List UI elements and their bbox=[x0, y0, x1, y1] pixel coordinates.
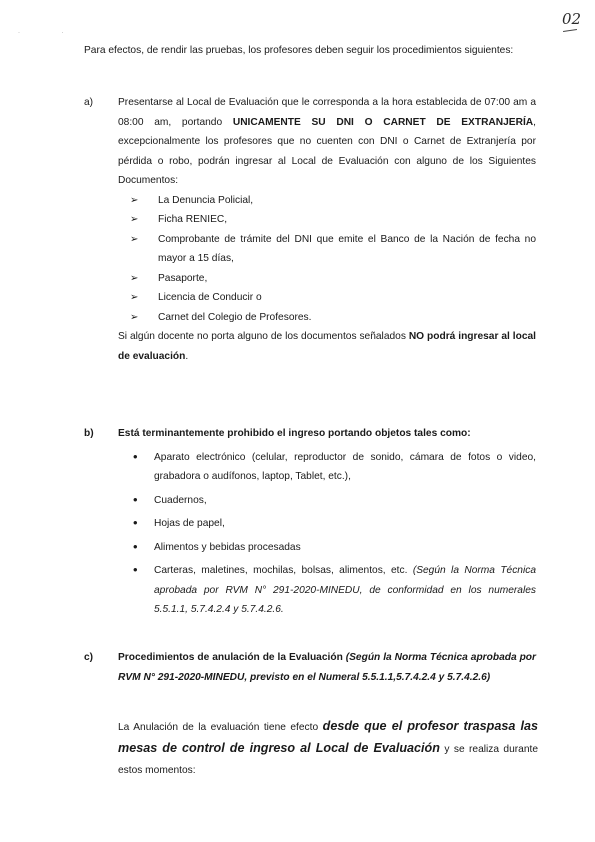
list-item-text: La Denuncia Policial, bbox=[158, 194, 254, 206]
section-a bbox=[84, 93, 536, 366]
list-item bbox=[118, 514, 536, 534]
list-item-text: Cuadernos, bbox=[154, 494, 207, 506]
list-item bbox=[118, 269, 536, 289]
anulacion-text-post: y se realiza durante estos momentos: bbox=[118, 744, 538, 776]
list-item bbox=[118, 308, 536, 328]
anulacion-text-emph: desde que el profesor traspasa las mesas de control de ingreso al Local de Evaluación bbox=[118, 719, 539, 755]
list-item bbox=[118, 561, 536, 620]
list-item-text: Hojas de papel, bbox=[154, 518, 225, 529]
section-c-heading bbox=[118, 648, 536, 687]
scan-specks: · · bbox=[18, 30, 84, 36]
arrow-bullet-icon: ➢ bbox=[130, 272, 139, 284]
arrow-bullet-icon: ➢ bbox=[130, 233, 139, 245]
anulacion-text-pre: La Anulación de la evaluación tiene efecto bbox=[118, 722, 323, 733]
documents-list bbox=[118, 191, 536, 328]
list-item-text: Ficha RENIEC, bbox=[158, 214, 228, 225]
note-text-pre: Si algún docente no porta alguno de los documentos señalados bbox=[118, 331, 409, 342]
list-item bbox=[118, 491, 536, 511]
dot-bullet-icon: • bbox=[133, 538, 138, 554]
section-c-title-italic: (Según la Norma Técnica aprobada por RVM N° 291-2020-MINEDU, previsto en el Numeral 5.5.1.1,5.7.4.2.4 y 5.7.4.2.6) bbox=[118, 652, 536, 683]
list-item-text: Aparato electrónico (celular, reproductor de sonido, cámara de fotos o video, grabadora o audífonos, laptop, Tablet, etc.), bbox=[154, 451, 536, 482]
list-item bbox=[118, 210, 536, 230]
list-item-text: Comprobante de trámite del DNI que emite el Banco de la Nación de fecha no mayor a 15 días, bbox=[158, 233, 536, 264]
dot-bullet-icon: • bbox=[133, 491, 138, 507]
list-item bbox=[118, 230, 536, 269]
page-number: 02 bbox=[562, 10, 582, 28]
page-number-underline bbox=[563, 29, 577, 32]
list-item-text: Licencia de Conducir o bbox=[158, 292, 262, 303]
dot-bullet-icon: • bbox=[133, 448, 138, 464]
section-b bbox=[84, 424, 536, 624]
intro-paragraph: Para efectos, de rendir las pruebas, los profesores deben seguir los procedimientos siguientes: bbox=[84, 45, 514, 56]
list-item bbox=[118, 288, 536, 308]
section-a-marker: a) bbox=[84, 97, 94, 108]
list-item bbox=[118, 448, 536, 487]
section-b-body bbox=[118, 424, 536, 620]
note-text-bold: NO podrá ingresar al local de evaluación bbox=[118, 331, 536, 362]
section-a-note bbox=[118, 327, 536, 366]
section-a-text-bold: UNICAMENTE SU DNI O CARNET DE EXTRANJERÍA bbox=[232, 116, 534, 128]
prohibited-list bbox=[118, 448, 536, 620]
arrow-bullet-icon: ➢ bbox=[130, 292, 139, 303]
section-b-marker: b) bbox=[84, 428, 94, 439]
section-a-body bbox=[118, 93, 536, 366]
list-item-text-pre: Carteras, maletines, mochilas, bolsas, alimentos, etc. bbox=[154, 565, 413, 576]
dot-bullet-icon: • bbox=[133, 515, 138, 530]
section-b-title: Está terminantemente prohibido el ingreso portando objetos tales como: bbox=[118, 428, 471, 439]
arrow-bullet-icon: ➢ bbox=[130, 311, 139, 323]
anulacion-paragraph bbox=[118, 716, 538, 781]
section-a-text-post: , excepcionalmente los profesores que no cuenten con DNI o Carnet de Extranjería por pérdida o robo, podrán ingresar al Local de Evaluación con alguno de los Siguientes Documentos: bbox=[118, 116, 536, 186]
list-item-text-italic: (Según la Norma Técnica aprobada por RVM N° 291-2020-MINEDU, de conformidad en los numerales 5.5.1.1, 5.7.4.2.4 y 5.7.4.2.6. bbox=[154, 565, 536, 615]
section-a-text-pre: Presentarse al Local de Evaluación que le corresponda a la hora establecida de 07:00 am a 08:00 am, portando bbox=[118, 97, 536, 128]
list-item bbox=[118, 538, 536, 558]
section-c-title: Procedimientos de anulación de la Evaluación bbox=[118, 652, 343, 663]
arrow-bullet-icon: ➢ bbox=[130, 214, 139, 225]
section-c bbox=[84, 648, 536, 687]
section-c-marker: c) bbox=[84, 652, 94, 663]
arrow-bullet-icon: ➢ bbox=[130, 194, 139, 206]
list-item-text: Carnet del Colegio de Profesores. bbox=[158, 311, 312, 323]
list-item bbox=[118, 191, 536, 211]
section-a-paragraph bbox=[118, 93, 536, 191]
note-text-post: . bbox=[185, 350, 189, 362]
dot-bullet-icon: • bbox=[133, 562, 138, 577]
list-item-text: Pasaporte, bbox=[158, 272, 208, 284]
list-item-text: Alimentos y bebidas procesadas bbox=[154, 541, 301, 553]
